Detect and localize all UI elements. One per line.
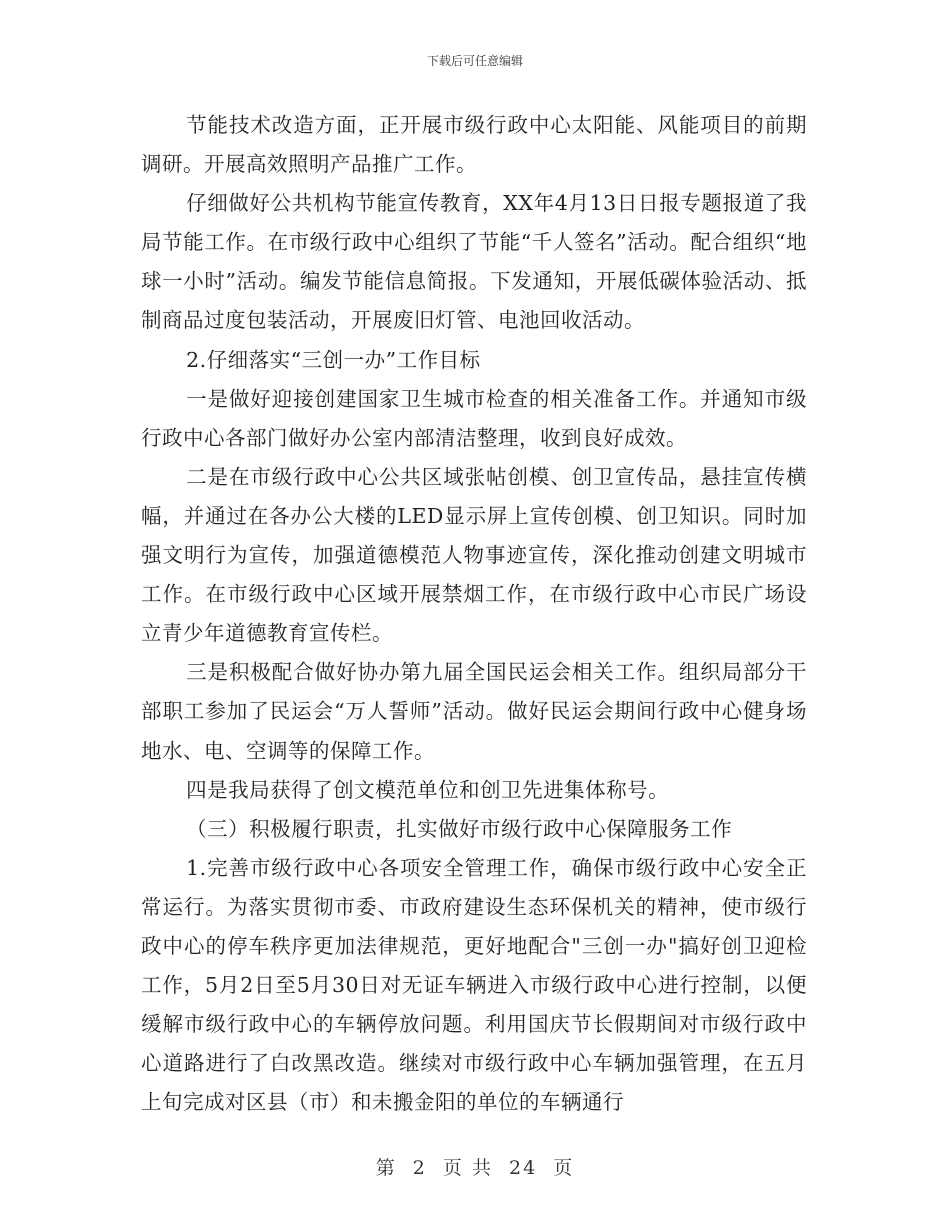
paragraph: 四是我局获得了创文模范单位和创卫先进集体称号。 <box>186 777 670 802</box>
paragraph: 仔细做好公共机构节能宣传教育，XX年4月13日日报专题报道了我局节能工作。在市级行政中心组织了节能“千人签名”活动。配合组织“地球一小时”活动。编发节能信息简报。下发通知，开展低碳体验活动、抵制商品过度包装活动，开展废旧灯管、电池回收活动。 <box>141 191 807 333</box>
paragraph: 二是在市级行政中心公共区域张帖创模、创卫宣传品，悬挂宣传横幅，并通过在各办公大楼的LED显示屏上宣传创模、创卫知识。同时加强文明行为宣传，加强道德模范人物事迹宣传，深化推动创建文明城市工作。在市级行政中心区域开展禁烟工作，在市级行政中心市民广场设立青少年道德教育宣传栏。 <box>141 464 807 646</box>
document-body <box>141 106 807 1122</box>
footer-prefix: 第 <box>375 1157 397 1179</box>
section-heading: 2.仔细落实“三创一办”工作目标 <box>186 347 481 372</box>
footer-suffix: 页 <box>553 1157 575 1179</box>
section-heading: （三）积极履行职责，扎实做好市级行政中心保障服务工作 <box>186 816 733 841</box>
paragraph: 1.完善市级行政中心各项安全管理工作，确保市级行政中心安全正常运行。为落实贯彻市委、市政府建设生态环保机关的精神，使市级行政中心的停车秩序更加法律规范，更好地配合"三创一办"搞好创卫迎检工作，5月2日至5月30日对无证车辆进入市级行政中心进行控制，以便缓解市级行政中心的车辆停放问题。利用国庆节长假期间对市级行政中心道路进行了白改黑改造。继续对市级行政中心车辆加强管理，在五月上旬完成对区县（市）和未搬金阳的单位的车辆通行 <box>141 855 807 1115</box>
page-header: 下载后可任意编辑 <box>426 54 523 68</box>
paragraph: 三是积极配合做好协办第九届全国民运会相关工作。组织局部分干部职工参加了民运会“万人誓师”活动。做好民运会期间行政中心健身场地水、电、空调等的保障工作。 <box>141 660 807 763</box>
paragraph: 一是做好迎接创建国家卫生城市检查的相关准备工作。并通知市级行政中心各部门做好办公室内部清洁整理，收到良好成效。 <box>141 386 807 450</box>
paragraph: 节能技术改造方面，正开展市级行政中心太阳能、风能项目的前期调研。开展高效照明产品推广工作。 <box>141 113 807 177</box>
footer-total-pages: 24 <box>509 1157 538 1179</box>
footer-middle: 页 共 <box>442 1157 493 1179</box>
footer-page-number: 2 <box>412 1157 427 1179</box>
page-footer <box>0 1153 950 1180</box>
